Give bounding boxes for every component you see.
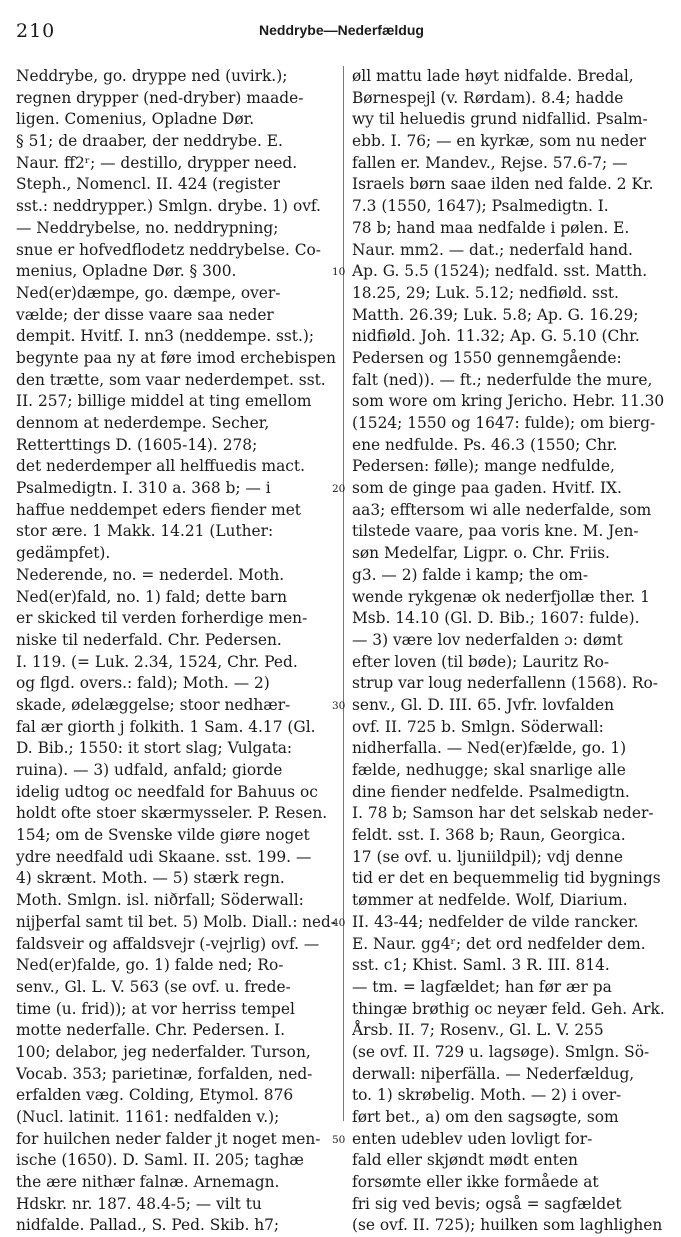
text-line: D. Bib.; 1550: it stort slag; Vulgata: <box>16 739 293 758</box>
text-line: — Neddrybelse, no. neddrypning; <box>16 218 279 237</box>
text-line: er skicked til verden forherdige men- <box>16 609 308 628</box>
text-line: haffue neddempet eders fiender met <box>16 500 301 519</box>
text-line: I. 78 b; Samson har det selskab neder- <box>352 804 654 823</box>
text-line: Steph., Nomencl. II. 424 (register <box>16 175 280 194</box>
text-line: som de ginge paa gaden. Hvitf. IX. <box>352 479 622 498</box>
text-line: 17 (se ovf. u. ljuniildpil); vdj denne <box>352 847 623 866</box>
text-line: fælde, nedhugge; skal snarlige alle <box>352 761 626 779</box>
text-line: faldsveir og affaldsvejr (-vejrlig) ovf. — <box>16 934 320 953</box>
text-line: ydre needfald udi Skaane. sst. 199. — <box>16 847 312 866</box>
text-line: ligen. Comenius, Opladne Dør. <box>16 110 255 129</box>
text-line: niske til nederfald. Chr. Pedersen. <box>16 630 282 649</box>
text-line: Pedersen: følle); mange nedfulde, <box>352 457 615 476</box>
running-head: Neddrybe—Nederfældug <box>259 22 424 38</box>
text-line: fald eller skjøndt mødt enten <box>352 1151 578 1170</box>
text-line: vælde; der disse vaare saa neder <box>16 305 274 324</box>
text-line: II. 257; billige middel at ting emellom <box>16 392 312 411</box>
line-number: 20 <box>332 483 346 496</box>
line-number: 50 <box>332 1134 346 1147</box>
text-line: nidfiøld. Joh. 11.32; Ap. G. 5.10 (Chr. <box>352 327 640 346</box>
text-line: (se ovf. II. 729 u. lagsøge). Smlgn. Sö- <box>352 1042 650 1061</box>
left-column <box>16 66 336 1237</box>
text-line: wy til heluedis grund nidfallid. Psalm- <box>352 110 648 129</box>
text-line: Naur. mm2. — dat.; nederfald hand. <box>352 240 633 259</box>
text-line: Børnespejl (v. Rørdam). 8.4; hadde <box>352 88 624 107</box>
text-line: erfalden væg. Colding, Etymol. 876 <box>16 1086 294 1105</box>
text-line: strup var loug nederfallenn (1568). Ro- <box>352 674 658 693</box>
text-line: enten udeblev uden lovligt for- <box>352 1129 593 1148</box>
column-divider <box>343 66 344 1121</box>
text-line: Årsb. II. 7; Rosenv., Gl. L. V. 255 <box>352 1021 604 1040</box>
page-header <box>16 20 667 44</box>
text-line: Pedersen og 1550 gennemgående: <box>352 348 622 367</box>
text-line: det nederdemper all helffuedis mact. <box>16 457 305 476</box>
text-line: Psalmedigtn. I. 310 a. 368 b; — i <box>16 479 271 498</box>
text-line: thingæ brøthig oc neyær feld. Geh. Ark. <box>352 999 665 1018</box>
text-line: fallen er. Mandev., Rejse. 57.6-7; — <box>352 153 628 172</box>
text-line: Ned(er)dæmpe, go. dæmpe, over- <box>16 283 281 302</box>
text-line: Naur. ff2ʳ; — destillo, drypper need. <box>16 153 298 172</box>
text-line: og flgd. overs.: fald); Moth. — 2) <box>16 674 270 693</box>
text-line: stor ære. 1 Makk. 14.21 (Luther: <box>16 522 274 541</box>
text-line: feldt. sst. I. 368 b; Raun, Georgica. <box>352 826 626 845</box>
text-line: motte nederfalle. Chr. Pedersen. I. <box>16 1021 286 1040</box>
text-line: (Nucl. latinit. 1161: nedfalden v.); <box>16 1108 280 1126</box>
text-line: dine fiender nedfelde. Psalmedigtn. <box>352 782 630 801</box>
text-line: Ned(er)fald, no. 1) fald; dette barn <box>16 587 288 606</box>
text-line: Msb. 14.10 (Gl. D. Bib.; 1607: fulde). <box>352 609 640 628</box>
text-line: Ned(er)falde, go. 1) falde ned; Ro- <box>16 956 284 975</box>
text-line: regnen drypper (ned-dryber) maade- <box>16 88 304 107</box>
text-line: — 3) være lov nederfalden ɔ: dømt <box>352 630 623 649</box>
text-line: E. Naur. gg4ʳ; det ord nedfelder dem. <box>352 934 646 953</box>
text-line: forsømte eller ikke formåede at <box>352 1173 599 1192</box>
text-line: tilstede vaare, paa voris kne. M. Jen- <box>352 522 639 541</box>
text-line: senv., Gl. D. III. 65. Jvfr. lovfalden <box>352 695 614 714</box>
text-line: sst. c1; Khist. Saml. 3 R. III. 814. <box>352 956 610 975</box>
text-line: 4) skrænt. Moth. — 5) stærk regn. <box>16 869 285 888</box>
text-line: Hdskr. nr. 187. 48.4-5; — vilt tu <box>16 1194 262 1213</box>
text-line: Ap. G. 5.5 (1524); nedfald. sst. Matth. <box>352 262 648 281</box>
text-line: tømmer at nedfelde. Wolf, Diarium. <box>352 891 628 910</box>
text-line: senv., Gl. L. V. 563 (se ovf. u. frede- <box>16 977 291 996</box>
text-line: falt (ned)). — ft.; nederfulde the mure, <box>352 370 653 389</box>
text-line: (1524; 1550 og 1647: fulde); om bierg- <box>352 414 656 432</box>
text-line: 7.3 (1550, 1647); Psalmedigtn. I. <box>352 197 609 216</box>
text-line: ovf. II. 725 b. Smlgn. Söderwall: <box>352 717 604 736</box>
text-line: holdt ofte stoer skærmysseler. P. Resen. <box>16 804 328 823</box>
text-line: Retterttings D. (1605-14). 278; <box>16 435 258 454</box>
text-line: (se ovf. II. 725); huilken som laghlighen <box>352 1216 663 1235</box>
text-line: I. 119. (= Luk. 2.34, 1524, Chr. Ped. <box>16 652 298 671</box>
text-line: Vocab. 353; parietinæ, forfalden, ned- <box>16 1064 313 1083</box>
text-line: øll mattu lade høyt nidfalde. Bredal, <box>352 67 634 85</box>
text-line: nidfalde. Pallad., S. Ped. Skib. h7; <box>16 1216 280 1235</box>
text-line: 78 b; hand maa nedfalde i pølen. E. <box>352 218 630 237</box>
text-line: sst.: neddrypper.) Smlgn. drybe. 1) ovf. <box>16 197 321 216</box>
text-line: skade, ødelæggelse; stoor nedhær- <box>16 695 291 714</box>
text-line: efter loven (til bøde); Lauritz Ro- <box>352 652 610 671</box>
text-line: Nederende, no. = nederdel. Moth. <box>16 565 285 584</box>
text-line: ruina). — 3) udfald, anfald; giorde <box>16 761 283 779</box>
text-line: Israels børn saae ilden ned falde. 2 Kr. <box>352 175 654 194</box>
text-line: time (u. frid)); at vor herriss tempel <box>16 999 295 1018</box>
text-line: begynte paa ny at føre imod erchebispen <box>16 348 336 367</box>
text-line: Moth. Smlgn. isl. niðrfall; Söderwall: <box>16 891 304 910</box>
text-line: nijþerfal samt til bet. 5) Molb. Diall.: ned- <box>16 912 336 931</box>
text-line: gedämpfet). <box>16 544 111 563</box>
text-line: Matth. 26.39; Luk. 5.8; Ap. G. 16.29; <box>352 305 639 324</box>
text-line: søn Medelfar, Ligpr. o. Chr. Friis. <box>352 544 610 563</box>
text-line: ebb. I. 76; — en kyrkæ, som nu neder <box>352 132 646 151</box>
text-line: for huilchen neder falder jt noget men- <box>16 1129 321 1148</box>
line-number: 40 <box>332 917 346 930</box>
text-line: aa3; efftersom wi alle nederfalde, som <box>352 500 652 519</box>
text-line: 100; delabor, jeg nederfalder. Turson, <box>16 1042 311 1061</box>
text-line: dennom at nederdempe. Secher, <box>16 414 270 432</box>
text-line: 154; om de Svenske vilde giøre noget <box>16 826 310 845</box>
text-line: g3. — 2) falde i kamp; the om- <box>352 565 589 584</box>
text-line: fri sig ved bevis; også = sagfældet <box>352 1194 622 1213</box>
text-line: wende rykgenæ ok nederfjollæ ther. 1 <box>352 587 650 606</box>
dictionary-columns <box>16 66 668 1235</box>
text-line: Neddrybe, go. dryppe ned (uvirk.); <box>16 67 288 85</box>
text-line: dempit. Hvitf. I. nn3 (neddempe. sst.); <box>16 327 315 346</box>
right-column <box>352 66 672 1237</box>
text-line: 18.25, 29; Luk. 5.12; nedfiøld. sst. <box>352 283 619 302</box>
text-line: to. 1) skrøbelig. Moth. — 2) i over- <box>352 1086 622 1105</box>
text-line: som wore om kring Jericho. Hebr. 11.30 <box>352 392 665 411</box>
text-line: fal ær giorth j folkith. 1 Sam. 4.17 (Gl. <box>16 717 316 736</box>
text-line: derwall: niþerfälla. — Nederfældug, <box>352 1064 635 1083</box>
text-line: — tm. = lagfældet; han før ær pa <box>352 977 612 996</box>
text-line: idelig udtog oc needfald for Bahuus oc <box>16 782 318 801</box>
text-line: ført bet., a) om den sagsøgte, som <box>352 1108 619 1126</box>
text-line: ische (1650). D. Saml. II. 205; taghæ <box>16 1151 304 1170</box>
text-line: ene nedfulde. Ps. 46.3 (1550; Chr. <box>352 435 618 454</box>
text-line: den trætte, som vaar nederdempet. sst. <box>16 370 326 389</box>
line-number: 30 <box>332 700 346 713</box>
page-number: 210 <box>16 20 56 42</box>
text-line: the ære nithær falnæ. Arnemagn. <box>16 1173 280 1192</box>
text-line: menius, Opladne Dør. § 300. <box>16 262 237 281</box>
line-number: 10 <box>332 266 346 279</box>
text-line: nidherfalla. — Ned(er)fælde, go. 1) <box>352 739 627 758</box>
text-line: II. 43-44; nedfelder de vilde rancker. <box>352 912 639 931</box>
text-line: snue er hofvedflodetz neddrybelse. Co- <box>16 240 321 259</box>
text-line: tid er det en bequemmelig tid bygnings <box>352 869 661 888</box>
text-line: § 51; de draaber, der neddrybe. E. <box>16 132 283 151</box>
